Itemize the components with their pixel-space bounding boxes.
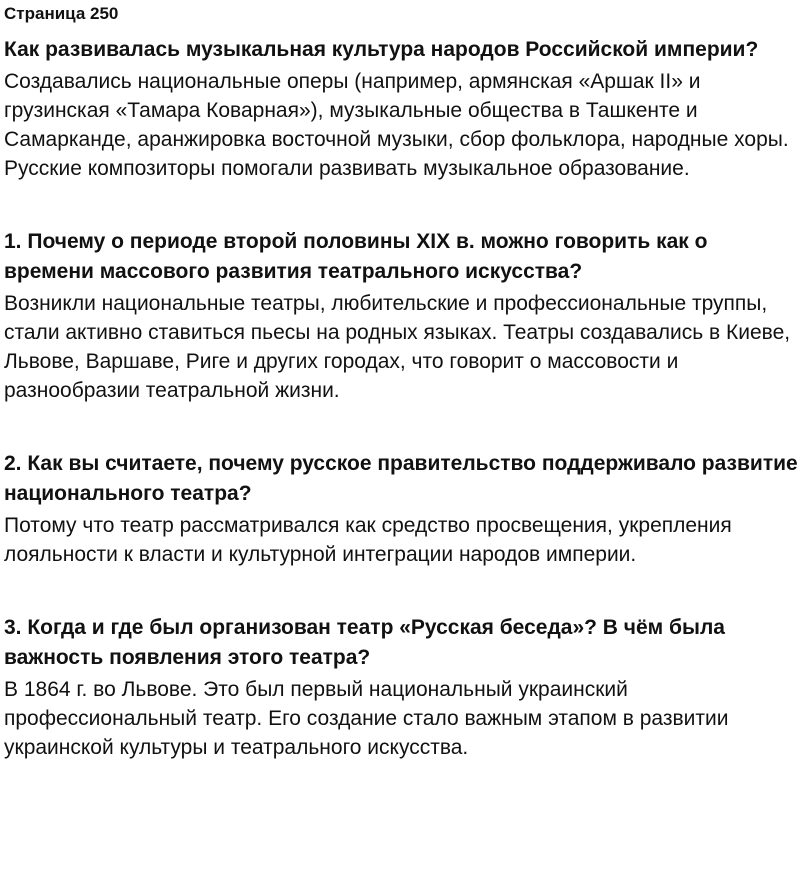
answer-1: Возникли национальные театры, любительские и профессиональные труппы, стали активно ставиться пьесы на родных языках. Театры создавались в Киеве, Львове, Варшаве, Риге и других городах, что говорит о массовости и разнообразии театральной жизни. [4,292,791,402]
question-1: 1. Почему о периоде второй половины XIX в. можно говорить как о времени массового развития театрального искусства? [4,230,708,283]
question-2: 2. Как вы считаете, почему русское правительство поддерживало развитие национального театра? [4,452,798,505]
question-block-1 [4,227,798,405]
intro-question: Как развивалась музыкальная культура народов Российской империи? [4,38,759,61]
intro-block [4,35,798,183]
page-label: Страница 250 [4,4,119,23]
answer-2: Потому что театр рассматривался как средство просвещения, укрепления лояльности к власти и культурной интеграции народов империи. [4,514,732,566]
question-block-3 [4,613,798,762]
question-3: 3. Когда и где был организован театр «Русская беседа»? В чём была важность появления этого театра? [4,616,725,669]
answer-3: В 1864 г. во Львове. Это был первый национальный украинский профессиональный театр. Его создание стало важным этапом в развитии украинской культуры и театрального искусства. [4,678,729,759]
question-block-2 [4,449,798,569]
intro-answer: Создавались национальные оперы (например, армянская «Аршак II» и грузинская «Тамара Коварная»), музыкальные общества в Ташкенте и Самарканде, аранжировка восточной музыки, сбор фольклора, народные хоры. Русские композиторы помогали развивать музыкальное образование. [4,70,789,180]
page-content [4,0,798,762]
